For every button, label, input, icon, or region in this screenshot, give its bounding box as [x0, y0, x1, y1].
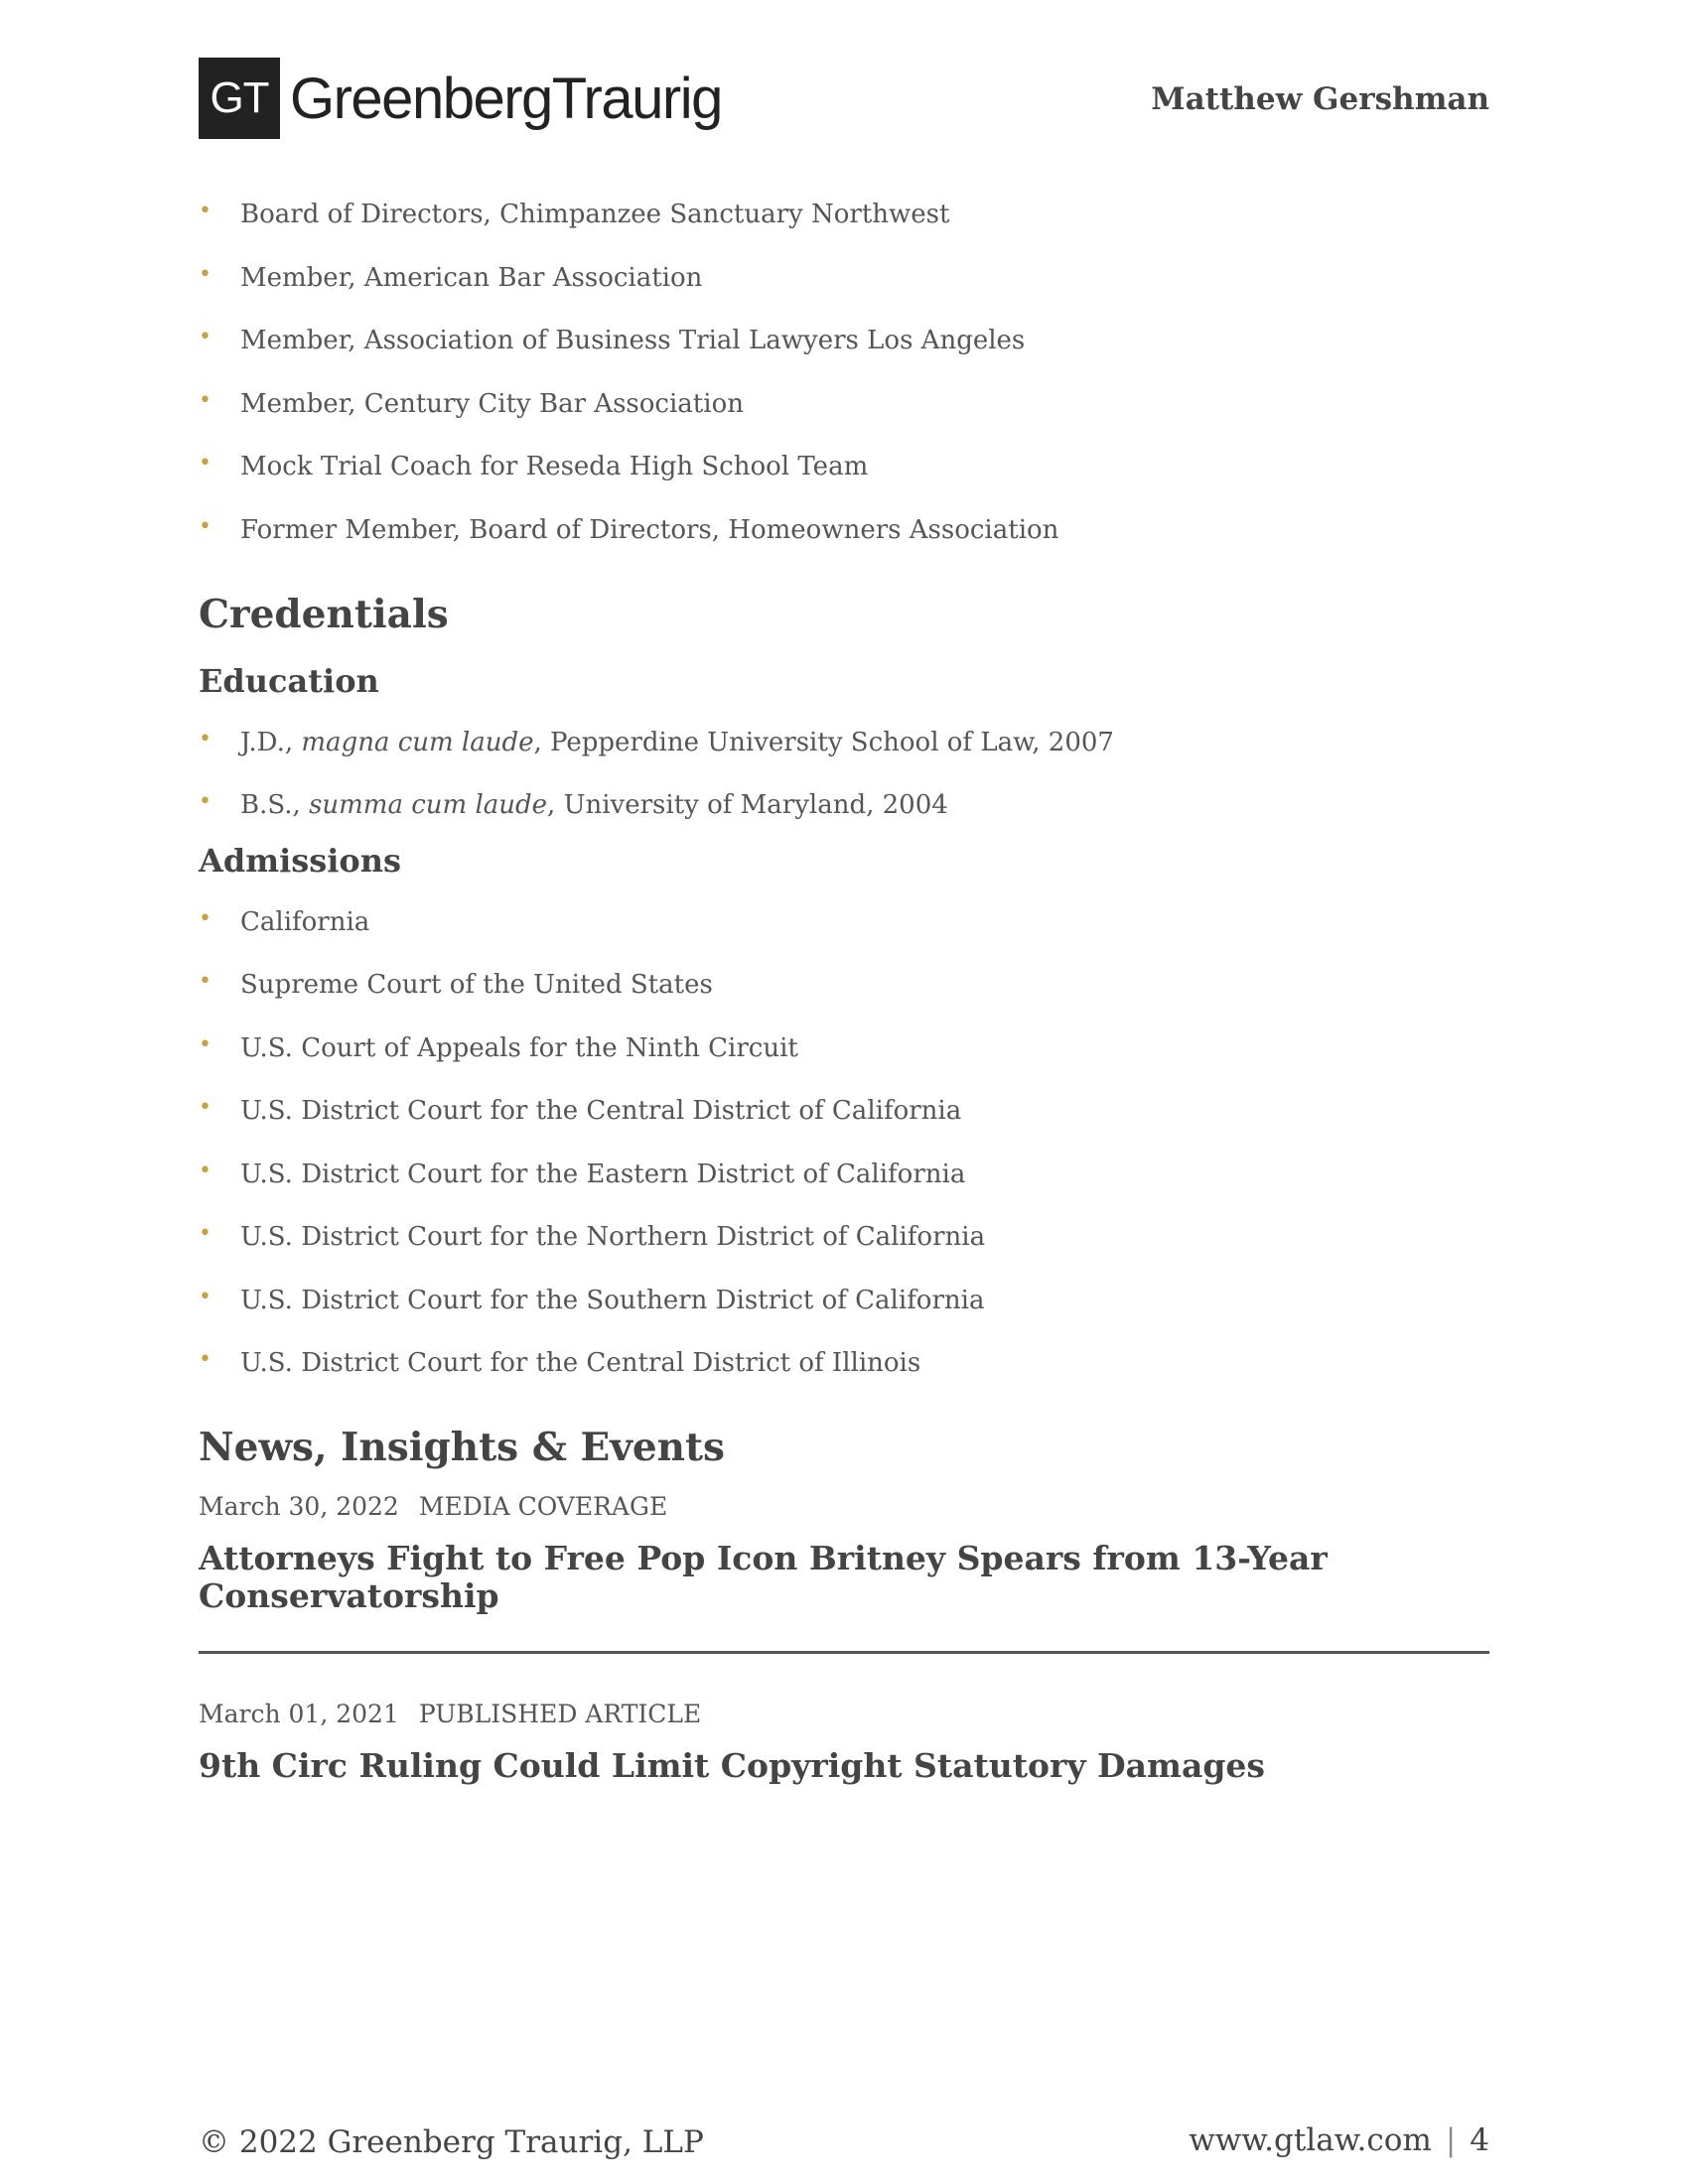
news-meta	[199, 1490, 1489, 1524]
footer-copyright: © 2022 Greenberg Traurig, LLP	[199, 2124, 704, 2160]
bullet-icon: •	[199, 1221, 211, 1246]
bullet-icon: •	[199, 1031, 211, 1057]
list-item: • U.S. District Court for the Eastern District of California	[199, 1157, 1489, 1192]
divider	[199, 1651, 1489, 1654]
bullet-icon: •	[199, 387, 211, 413]
bullet-icon: •	[199, 1095, 211, 1120]
list-item: • Supreme Court of the United States	[199, 967, 1489, 1003]
news-heading: News, Insights & Events	[199, 1425, 726, 1470]
news-title-link[interactable]: Attorneys Fight to Free Pop Icon Britney Spears from 13-Year Conservatorship	[199, 1539, 1328, 1615]
bullet-icon: •	[199, 513, 211, 539]
news-type: PUBLISHED ARTICLE	[418, 1700, 702, 1728]
list-item: • U.S. District Court for the Central District of California	[199, 1093, 1489, 1129]
education-list	[199, 725, 1489, 824]
news-type: MEDIA COVERAGE	[418, 1492, 668, 1521]
news-date: March 01, 2021	[199, 1700, 399, 1728]
list-item: • B.S., summa cum laude, University of Maryland, 2004	[199, 787, 1489, 823]
bullet-icon: •	[199, 451, 211, 476]
list-item: • California	[199, 904, 1489, 940]
list-item: • U.S. District Court for the Southern District of California	[199, 1283, 1489, 1318]
list-item: • U.S. Court of Appeals for the Ninth Circuit	[199, 1030, 1489, 1066]
education-heading: Education	[199, 661, 379, 700]
news-meta	[199, 1698, 1489, 1731]
list-item: • Member, Century City Bar Association	[199, 386, 1489, 422]
attorney-name: Matthew Gershman	[1151, 81, 1489, 117]
list-item: • Member, Association of Business Trial Lawyers Los Angeles	[199, 323, 1489, 358]
bullet-icon: •	[199, 261, 211, 287]
bullet-icon: •	[199, 1347, 211, 1372]
website-link[interactable]: www.gtlaw.com	[1189, 2122, 1432, 2158]
page-content	[199, 189, 1489, 1785]
footer-separator: |	[1445, 2122, 1457, 2158]
admissions-list	[199, 904, 1489, 1382]
page-number: 4	[1470, 2122, 1489, 2158]
list-item: • J.D., magna cum laude, Pepperdine University School of Law, 2007	[199, 725, 1489, 760]
bullet-icon: •	[199, 905, 211, 931]
admissions-heading: Admissions	[199, 841, 402, 880]
bullet-icon: •	[199, 969, 211, 994]
news-date: March 30, 2022	[199, 1492, 399, 1521]
bullet-icon: •	[199, 1158, 211, 1183]
footer-right	[1189, 2122, 1489, 2158]
logo-mark: GT	[199, 58, 280, 139]
news-item	[199, 1698, 1489, 1785]
credentials-heading: Credentials	[199, 591, 449, 637]
news-item	[199, 1490, 1489, 1615]
list-item: • Board of Directors, Chimpanzee Sanctuary Northwest	[199, 197, 1489, 232]
list-item: • Former Member, Board of Directors, Homeowners Association	[199, 512, 1489, 548]
logo-wordmark: GreenbergTraurig	[290, 66, 722, 131]
bullet-icon: •	[199, 199, 211, 223]
news-title-link[interactable]: 9th Circ Ruling Could Limit Copyright Statutory Damages	[199, 1746, 1265, 1785]
list-item: • U.S. District Court for the Central District of Illinois	[199, 1345, 1489, 1381]
list-item: • Member, American Bar Association	[199, 260, 1489, 296]
affiliations-list	[199, 197, 1489, 548]
bullet-icon: •	[199, 789, 211, 814]
list-item: • Mock Trial Coach for Reseda High School Team	[199, 449, 1489, 484]
bullet-icon: •	[199, 726, 211, 751]
bullet-icon: •	[199, 1284, 211, 1309]
bullet-icon: •	[199, 325, 211, 349]
firm-logo	[199, 58, 722, 139]
list-item: • U.S. District Court for the Northern District of California	[199, 1219, 1489, 1255]
